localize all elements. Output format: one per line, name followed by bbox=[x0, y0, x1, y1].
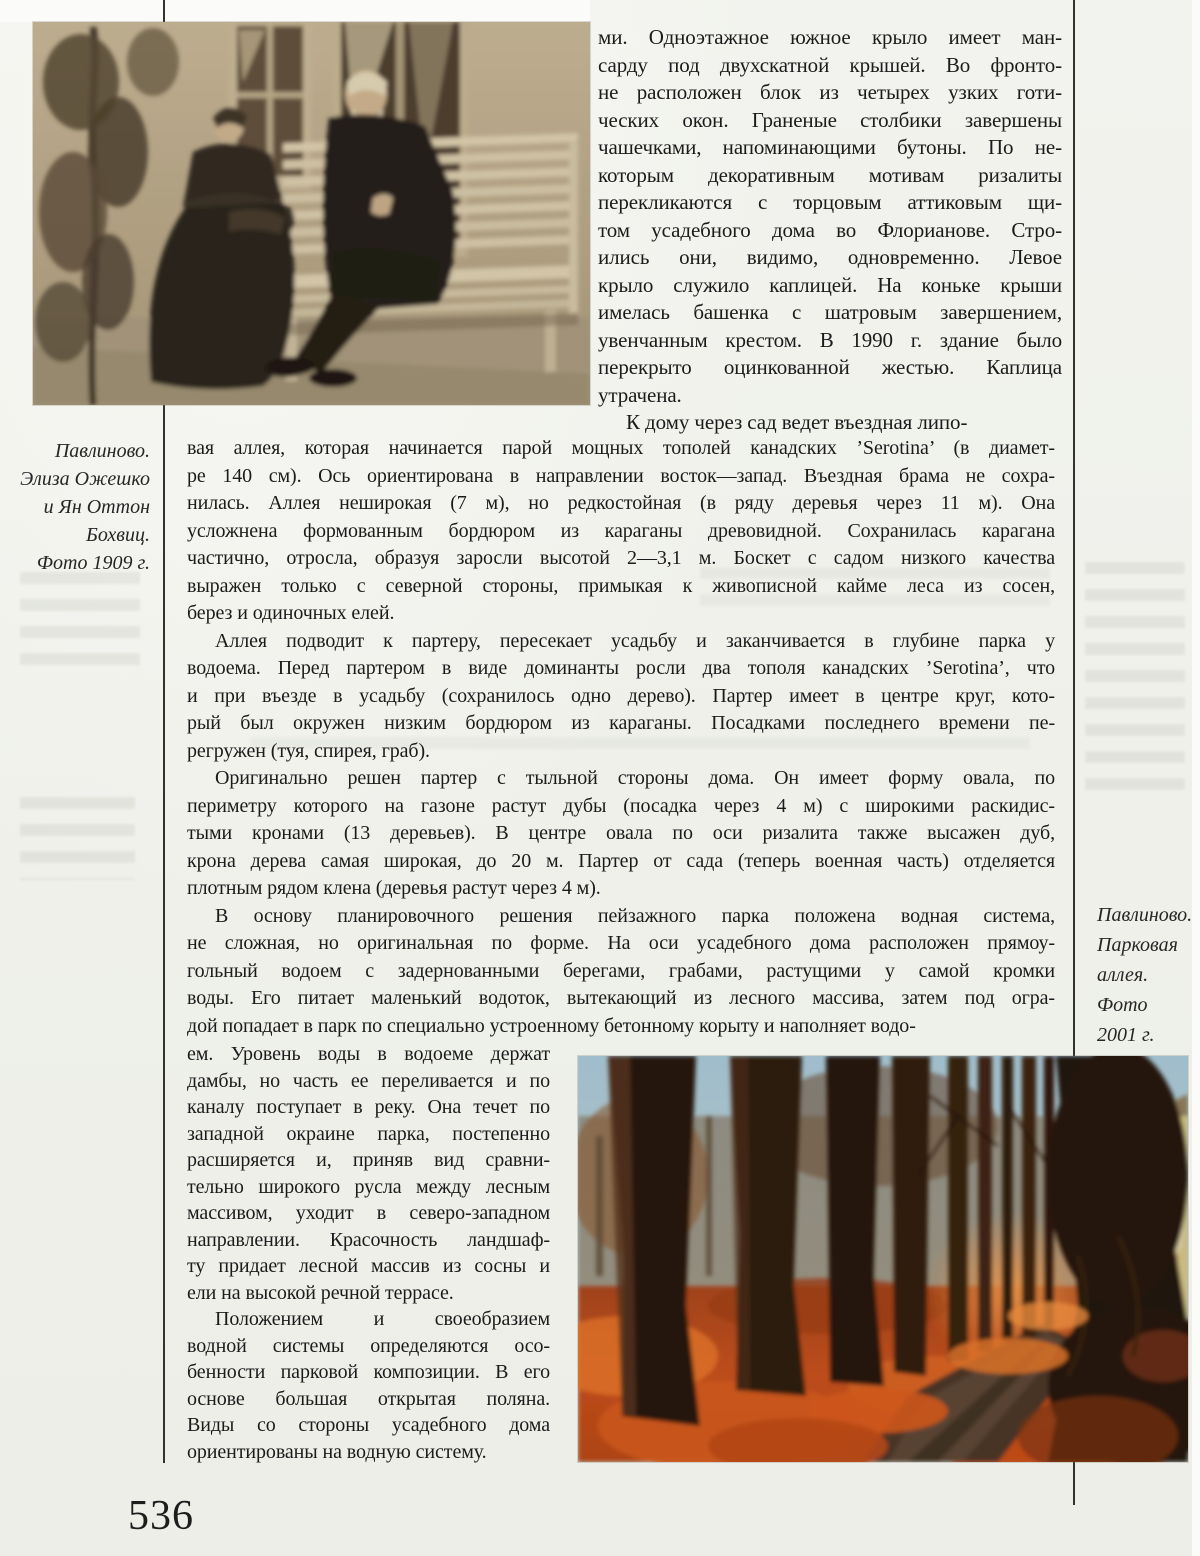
text-line: частично, отросла, образуя заросли высотой 2—3,1 м. Боскет с садом низкого качества bbox=[187, 547, 1055, 569]
text-line: ились они, видимо, одновременно. Левое bbox=[598, 245, 1062, 269]
text-line: гольный водоем с задернованными берегами, грабами, растущими у самой кромки bbox=[187, 959, 1055, 982]
text-line: Оригинально решен партер с тыльной стороны дома. Он имеет форму овала, по bbox=[215, 767, 1055, 789]
photo-caption-2001 bbox=[1097, 900, 1197, 1050]
text-line: каналу поступает в реку. Она течет по bbox=[187, 1096, 550, 1118]
text-line: регружен (туя, спирея, граб). bbox=[187, 739, 430, 762]
text-line: крона дерева самая широкая, до 20 м. Партер от сада (теперь военная часть) отделяется bbox=[187, 849, 1055, 872]
text-line: крыло служило каплицей. На коньке крыши bbox=[598, 272, 1062, 297]
text-line: вая аллея, которая начинается парой мощных тополей канадских ’Serotina’ (в диамет- bbox=[187, 437, 1055, 459]
caption-line: Фото 1909 г. bbox=[36, 552, 150, 574]
text-line: рый был окружен низким бордюром из караганы. Посадками последнего времени пе- bbox=[187, 712, 1055, 734]
text-column-right bbox=[598, 24, 1062, 437]
text-line: бенности парковой композиции. В его bbox=[187, 1361, 550, 1383]
text-line: Аллея подводит к партеру, пересекает усадьбу и заканчивается в глубине парка у bbox=[215, 629, 1055, 652]
photo-alley-2001 bbox=[578, 1056, 1188, 1462]
text-line: том усадебного дома во Флорианове. Стро- bbox=[598, 217, 1062, 242]
text-line: расширяется и, приняв вид сравни- bbox=[187, 1149, 550, 1171]
photo-caption-1909 bbox=[10, 437, 150, 577]
paragraph bbox=[187, 1041, 550, 1306]
text-line: выражен только с северной стороны, примыкая к живописной кайме леса из сосен, bbox=[187, 574, 1055, 597]
text-line: Положением и своеобразием bbox=[215, 1308, 550, 1330]
text-line: дой попадает в парк по специально устроенному бетонному корыту и наполняет водо- bbox=[187, 1014, 916, 1037]
text-line: имелась башенка с шатровым завершением, bbox=[598, 300, 1062, 324]
text-line: Виды со стороны усадебного дома bbox=[187, 1414, 550, 1436]
text-line: перекликаются с торцовым аттиковым щи- bbox=[598, 190, 1062, 214]
paragraph bbox=[187, 1306, 550, 1465]
page-number: 536 bbox=[128, 1493, 194, 1539]
bleedthrough-smudge bbox=[1085, 555, 1185, 795]
text-line: воды. Его питает маленький водоток, вытекающий из лесного массива, затем под огра- bbox=[187, 987, 1055, 1009]
text-line: берез и одиночных елей. bbox=[187, 602, 395, 624]
paragraph bbox=[187, 765, 1055, 903]
caption-line: Павлиново. bbox=[1097, 904, 1193, 926]
text-line: основе большая открытая поляна. bbox=[187, 1387, 550, 1410]
text-line: ориентированы на водную систему. bbox=[187, 1440, 487, 1463]
photo-bench-illustration bbox=[33, 22, 590, 405]
text-line: чашечками, напоминающими бутоны. По не- bbox=[598, 135, 1062, 159]
text-line: не расположен блок из четырех узких готи- bbox=[598, 80, 1062, 104]
text-line: тельно широкого русла между лесным bbox=[187, 1175, 550, 1198]
text-line: В основу планировочного решения пейзажного парка положена водная система, bbox=[215, 904, 1055, 927]
text-line: усложнена формованным бордюром из караганы древовидной. Сохранилась карагана bbox=[187, 519, 1055, 542]
caption-line: Павлиново. bbox=[54, 440, 150, 462]
photo-alley-illustration bbox=[578, 1056, 1188, 1462]
bleedthrough-smudge bbox=[20, 790, 135, 880]
text-line: ческих окон. Граненые столбики завершены bbox=[598, 107, 1062, 132]
text-line: западной окраине парка, постепенно bbox=[187, 1122, 550, 1145]
text-column-left bbox=[187, 1041, 550, 1465]
text-line: ре 140 см). Ось ориентирована в направлении восток—запад. Въездная брама не сохра- bbox=[187, 464, 1055, 487]
page-top-margin bbox=[0, 0, 590, 22]
paragraph bbox=[598, 24, 1062, 409]
text-line: перекрыто оцинкованной жестью. Каплица bbox=[598, 355, 1062, 379]
bleedthrough-smudge bbox=[20, 565, 140, 675]
caption-line: Бохвиц. bbox=[86, 524, 150, 546]
text-block-main bbox=[187, 435, 1055, 1040]
text-line: К дому через сад ведет въездная липо- bbox=[626, 410, 968, 434]
paragraph bbox=[187, 903, 1055, 1041]
text-line: ту придает лесной массив из сосны и bbox=[187, 1255, 550, 1277]
paragraph bbox=[187, 628, 1055, 766]
text-line: нилась. Аллея неширокая (7 м), но редкостойная (в ряду деревья через 11 м). Она bbox=[187, 492, 1055, 514]
text-line: не сложная, но оригинальная по форме. На оси усадебного дома расположен прямоу- bbox=[187, 932, 1055, 954]
text-line: которым декоративным мотивам ризалиты bbox=[598, 162, 1062, 187]
photo-bench-1909 bbox=[33, 22, 590, 405]
text-line: сарду под двухскатной крышей. Во фронто- bbox=[598, 52, 1062, 77]
text-line: увенчанным крестом. В 1990 г. здание было bbox=[598, 327, 1062, 352]
paragraph bbox=[598, 409, 1062, 437]
page-right-margin bbox=[1192, 0, 1200, 1556]
text-line: тыми кронами (13 деревьев). В центре овала по оси ризалита также высажен дуб, bbox=[187, 822, 1055, 844]
paragraph bbox=[187, 435, 1055, 628]
caption-line: аллея. bbox=[1097, 964, 1149, 986]
text-line: водной системы определяются осо- bbox=[187, 1334, 550, 1357]
text-line: и при въезде в усадьбу (сохранилось одно дерево). Партер имеет в центре круг, кото- bbox=[187, 684, 1055, 707]
text-line: дамбы, но часть ее переливается и по bbox=[187, 1069, 550, 1092]
text-line: ми. Одноэтажное южное крыло имеет ман- bbox=[598, 25, 1062, 49]
caption-line: 2001 г. bbox=[1097, 1024, 1155, 1046]
caption-line: и Ян Оттон bbox=[43, 496, 150, 518]
text-line: массивом, уходит в северо-западном bbox=[187, 1202, 550, 1224]
text-line: ем. Уровень воды в водоеме держат bbox=[187, 1043, 550, 1065]
caption-line: Фото bbox=[1097, 994, 1148, 1016]
text-line: направлении. Красочность ландшаф- bbox=[187, 1228, 550, 1251]
caption-line: Элиза Ожешко bbox=[20, 468, 150, 490]
caption-line: Парковая bbox=[1097, 934, 1178, 956]
text-line: плотным рядом клена (деревья растут через 4 м). bbox=[187, 877, 601, 899]
text-line: водоема. Перед партером в виде доминанты росли два тополя канадских ’Serotina’, что bbox=[187, 657, 1055, 679]
text-line: ели на высокой речной террасе. bbox=[187, 1281, 454, 1304]
text-line: утрачена. bbox=[598, 382, 682, 407]
text-line: периметру которого на газоне растут дубы (посадка через 4 м) с широкими раскидис- bbox=[187, 794, 1055, 817]
